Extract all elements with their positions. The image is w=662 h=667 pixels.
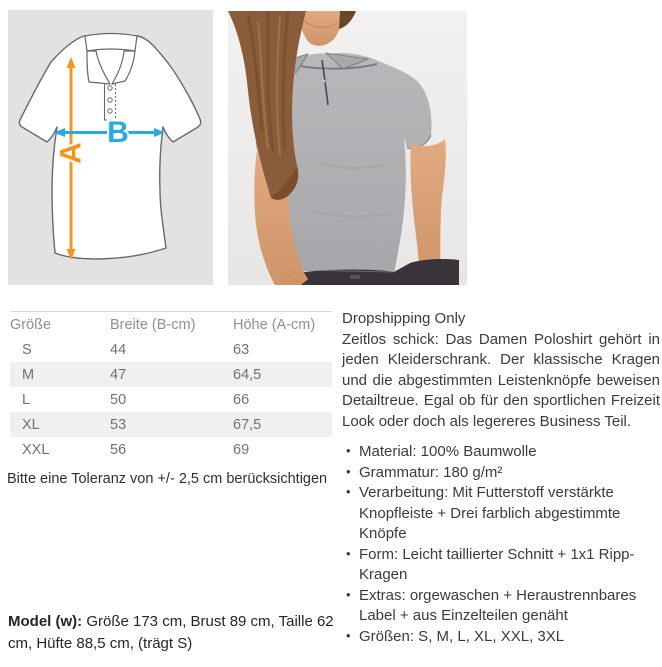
button-1 <box>108 86 112 90</box>
model-photo-illustration <box>228 11 467 285</box>
table-row <box>10 362 332 387</box>
feature-list <box>342 442 660 647</box>
list-item: • Größen: S, M, L, XL, XXL, 3XL <box>346 627 660 648</box>
button-3 <box>108 109 112 113</box>
height-cell: 67,5 <box>233 416 262 433</box>
dropshipping-note: Dropshipping Only <box>342 310 466 327</box>
table-row <box>10 412 332 437</box>
table-row <box>10 337 332 362</box>
size-table <box>10 311 332 462</box>
size-cell: L <box>22 391 31 408</box>
list-item: • Extras: orgewaschen + Heraustrennbares Label + aus Einzelteilen genäht <box>346 586 660 627</box>
size-cell: S <box>22 341 32 358</box>
description-intro: Zeitlos schick: Das Damen Poloshirt gehört in jeden Kleiderschrank. Der klassische Kragen und die abgestimmten Leistenknöpfe beweisen Detailtreue. Egal ob für den sportlichen Freizeit Look oder doch als legereres Business Teil. <box>342 330 660 430</box>
arrow-label-a: A <box>54 142 88 164</box>
tolerance-note: Bitte eine Toleranz von +/- 2,5 cm berücksichtigen <box>7 471 328 487</box>
size-cell: XL <box>22 416 40 433</box>
height-cell: 66 <box>233 391 250 408</box>
product-photo <box>228 11 467 285</box>
product-description <box>342 309 660 647</box>
size-diagram <box>8 10 213 285</box>
height-cell: 64,5 <box>233 366 262 383</box>
list-item: • Grammatur: 180 g/m² <box>346 463 660 484</box>
model-info-label: Model (w): <box>8 613 83 630</box>
table-row <box>10 437 332 462</box>
shirt-button <box>323 80 326 83</box>
size-table-header-row <box>10 312 332 338</box>
size-table-header-cell: Größe <box>10 316 52 333</box>
list-item: • Verarbeitung: Mit Futterstoff verstärkte Knopfleiste + Drei farblich abgestimmte Knöpfe <box>346 483 660 545</box>
width-cell: 44 <box>110 341 127 358</box>
size-table-header-cell: Breite (B-cm) <box>110 316 196 333</box>
model-info <box>8 611 338 654</box>
table-row <box>10 387 332 412</box>
width-cell: 53 <box>110 416 127 433</box>
arrow-label-b: B <box>107 116 129 149</box>
collar-band <box>85 34 137 52</box>
list-item: • Material: 100% Baumwolle <box>346 442 660 463</box>
pants-detail <box>350 275 360 279</box>
size-table-body <box>10 337 332 462</box>
width-cell: 50 <box>110 391 127 408</box>
width-cell: 56 <box>110 441 127 458</box>
height-cell: 69 <box>233 441 250 458</box>
size-table-header-cell: Höhe (A-cm) <box>233 316 316 333</box>
size-cell: M <box>22 366 35 383</box>
list-item: • Form: Leicht taillierter Schnitt + 1x1 Ripp-Kragen <box>346 545 660 586</box>
button-2 <box>108 98 112 102</box>
model-info-text: Größe 173 cm, Brust 89 cm, Taille 62 cm, Hüfte 88,5 cm, (trägt S) <box>8 613 334 652</box>
width-cell: 47 <box>110 366 127 383</box>
polo-measurement-illustration <box>8 10 213 285</box>
size-cell: XXL <box>22 441 50 458</box>
height-cell: 63 <box>233 341 250 358</box>
